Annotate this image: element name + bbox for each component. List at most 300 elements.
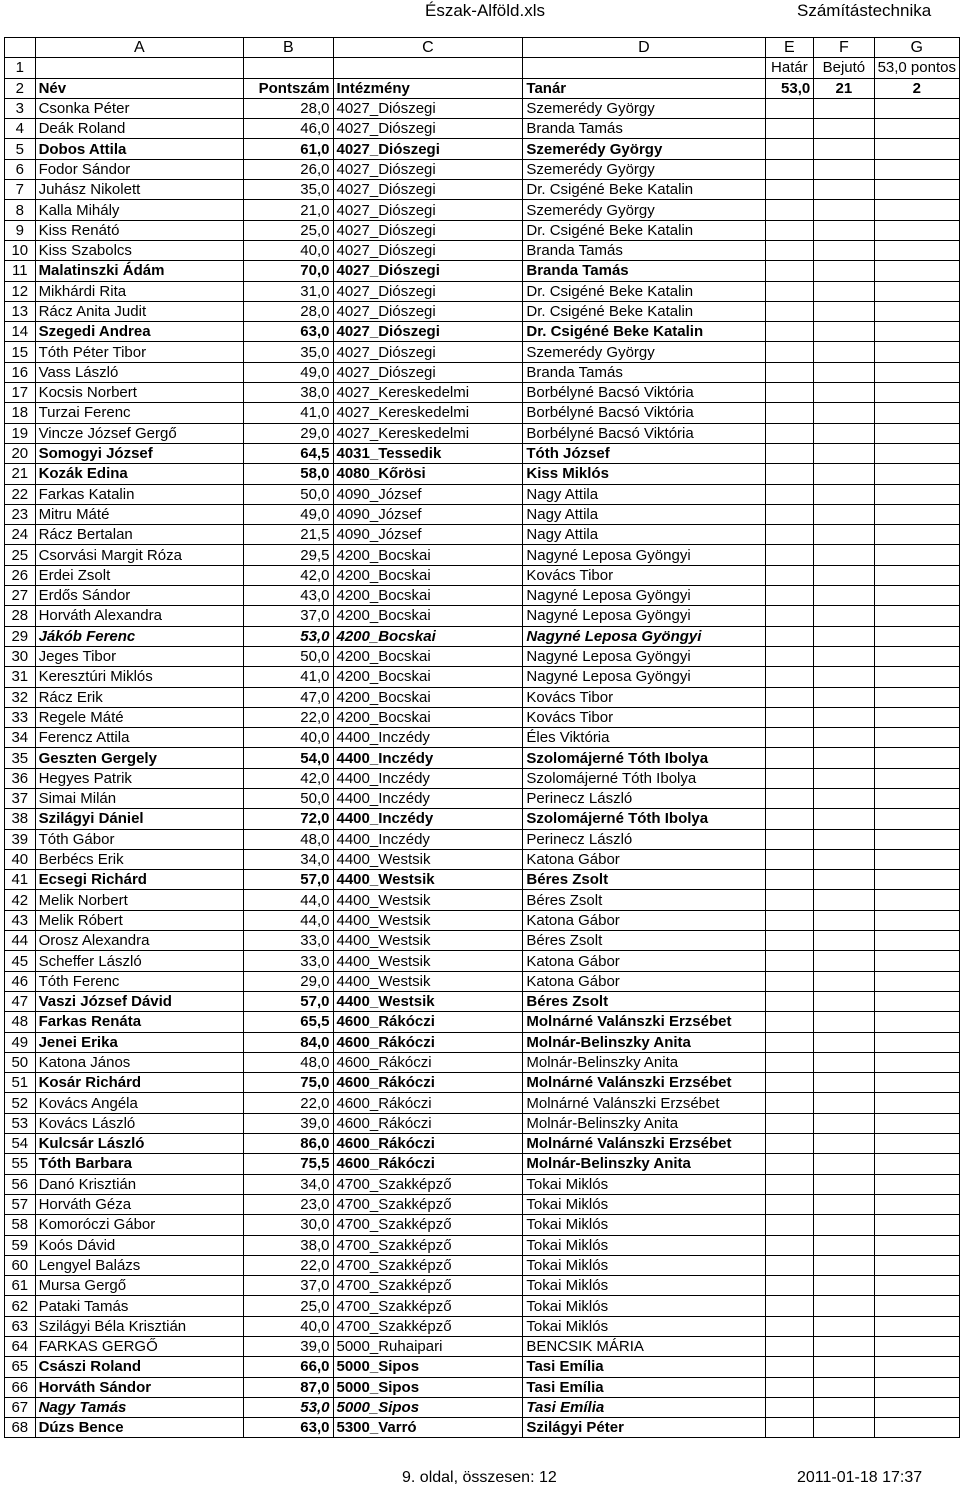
- teacher-cell[interactable]: Nagy Attila: [523, 484, 765, 504]
- score-cell[interactable]: 63,0: [244, 322, 333, 342]
- cell[interactable]: [874, 991, 959, 1011]
- cell[interactable]: [765, 829, 814, 849]
- cell[interactable]: [765, 890, 814, 910]
- score-cell[interactable]: 50,0: [244, 788, 333, 808]
- student-name-cell[interactable]: Ferencz Attila: [35, 728, 244, 748]
- teacher-cell[interactable]: Tokai Miklós: [523, 1276, 765, 1296]
- score-cell[interactable]: 58,0: [244, 464, 333, 484]
- teacher-cell[interactable]: Molnárné Valánszki Erzsébet: [523, 1134, 765, 1154]
- score-cell[interactable]: 37,0: [244, 1276, 333, 1296]
- cell[interactable]: [765, 971, 814, 991]
- cell[interactable]: [765, 281, 814, 301]
- column-header-a[interactable]: A: [35, 38, 244, 58]
- cell[interactable]: [814, 362, 874, 382]
- cell[interactable]: [765, 809, 814, 829]
- score-cell[interactable]: 46,0: [244, 119, 333, 139]
- cell[interactable]: [765, 342, 814, 362]
- cell[interactable]: [874, 200, 959, 220]
- school-cell[interactable]: 4027_Diószegi: [333, 281, 523, 301]
- student-name-cell[interactable]: Berbécs Erik: [35, 849, 244, 869]
- cell[interactable]: [874, 1296, 959, 1316]
- teacher-cell[interactable]: Tasi Emília: [523, 1357, 765, 1377]
- cell[interactable]: [765, 159, 814, 179]
- student-name-cell[interactable]: Jenei Erika: [35, 1032, 244, 1052]
- teacher-cell[interactable]: Molnárné Valánszki Erzsébet: [523, 1073, 765, 1093]
- school-cell[interactable]: 4600_Rákóczi: [333, 1012, 523, 1032]
- score-cell[interactable]: 39,0: [244, 1113, 333, 1133]
- cell[interactable]: [244, 58, 333, 78]
- cell[interactable]: [765, 1032, 814, 1052]
- cell[interactable]: [874, 1276, 959, 1296]
- school-cell[interactable]: 4200_Bocskai: [333, 646, 523, 666]
- teacher-cell[interactable]: Tokai Miklós: [523, 1174, 765, 1194]
- student-name-cell[interactable]: Farkas Renáta: [35, 1012, 244, 1032]
- school-cell[interactable]: 4400_Inczédy: [333, 829, 523, 849]
- teacher-cell[interactable]: Branda Tamás: [523, 240, 765, 260]
- student-name-cell[interactable]: Erdei Zsolt: [35, 565, 244, 585]
- row-number[interactable]: 53: [5, 1113, 36, 1133]
- score-cell[interactable]: 35,0: [244, 180, 333, 200]
- score-cell[interactable]: 75,5: [244, 1154, 333, 1174]
- cell[interactable]: [765, 1093, 814, 1113]
- school-cell[interactable]: 4200_Bocskai: [333, 606, 523, 626]
- row-number[interactable]: 14: [5, 322, 36, 342]
- teacher-cell[interactable]: Nagy Attila: [523, 525, 765, 545]
- row-number[interactable]: 30: [5, 646, 36, 666]
- cell[interactable]: [874, 139, 959, 159]
- score-cell[interactable]: 44,0: [244, 890, 333, 910]
- score-cell[interactable]: 47,0: [244, 687, 333, 707]
- cell[interactable]: [765, 545, 814, 565]
- cell[interactable]: [874, 504, 959, 524]
- score-cell[interactable]: 37,0: [244, 606, 333, 626]
- score-cell[interactable]: 22,0: [244, 1093, 333, 1113]
- teacher-cell[interactable]: Borbélyné Bacsó Viktória: [523, 383, 765, 403]
- cell[interactable]: [874, 687, 959, 707]
- teacher-cell[interactable]: Molnár-Belinszky Anita: [523, 1052, 765, 1072]
- cell[interactable]: [874, 1255, 959, 1275]
- cell[interactable]: [765, 951, 814, 971]
- score-cell[interactable]: 21,5: [244, 525, 333, 545]
- cell[interactable]: [765, 200, 814, 220]
- cell[interactable]: [874, 301, 959, 321]
- score-cell[interactable]: 33,0: [244, 931, 333, 951]
- cell[interactable]: [765, 180, 814, 200]
- cell[interactable]: [765, 443, 814, 463]
- school-cell[interactable]: 4027_Diószegi: [333, 180, 523, 200]
- row-number[interactable]: 37: [5, 788, 36, 808]
- score-cell[interactable]: 34,0: [244, 849, 333, 869]
- row-number[interactable]: 28: [5, 606, 36, 626]
- cell[interactable]: [814, 849, 874, 869]
- cell[interactable]: [814, 1154, 874, 1174]
- score-cell[interactable]: 39,0: [244, 1337, 333, 1357]
- school-cell[interactable]: 4027_Diószegi: [333, 342, 523, 362]
- student-name-cell[interactable]: Nagy Tamás: [35, 1397, 244, 1417]
- cell[interactable]: [814, 1073, 874, 1093]
- student-name-cell[interactable]: Tóth Gábor: [35, 829, 244, 849]
- student-name-cell[interactable]: Kozák Edina: [35, 464, 244, 484]
- row-number[interactable]: 59: [5, 1235, 36, 1255]
- cell[interactable]: [814, 525, 874, 545]
- student-name-cell[interactable]: Ecsegi Richárd: [35, 870, 244, 890]
- score-cell[interactable]: 40,0: [244, 1316, 333, 1336]
- row-number[interactable]: 20: [5, 443, 36, 463]
- cell[interactable]: [765, 464, 814, 484]
- row-number[interactable]: 67: [5, 1397, 36, 1417]
- cell[interactable]: [874, 728, 959, 748]
- cell[interactable]: [765, 991, 814, 1011]
- cell[interactable]: [765, 1134, 814, 1154]
- school-cell[interactable]: 4200_Bocskai: [333, 687, 523, 707]
- cell[interactable]: [765, 1418, 814, 1438]
- school-cell[interactable]: 4027_Diószegi: [333, 98, 523, 118]
- teacher-cell[interactable]: Béres Zsolt: [523, 890, 765, 910]
- school-cell[interactable]: 4400_Westsik: [333, 971, 523, 991]
- score-cell[interactable]: 53,0: [244, 1397, 333, 1417]
- row-number[interactable]: 13: [5, 301, 36, 321]
- row-number[interactable]: 61: [5, 1276, 36, 1296]
- score-cell[interactable]: 64,5: [244, 443, 333, 463]
- teacher-cell[interactable]: Nagyné Leposa Gyöngyi: [523, 626, 765, 646]
- cell[interactable]: [874, 1073, 959, 1093]
- cell[interactable]: [874, 931, 959, 951]
- school-cell[interactable]: 4027_Kereskedelmi: [333, 383, 523, 403]
- teacher-cell[interactable]: Éles Viktória: [523, 728, 765, 748]
- teacher-cell[interactable]: Borbélyné Bacsó Viktória: [523, 423, 765, 443]
- row-number[interactable]: 10: [5, 240, 36, 260]
- student-name-cell[interactable]: Kiss Szabolcs: [35, 240, 244, 260]
- teacher-cell[interactable]: Szilágyi Péter: [523, 1418, 765, 1438]
- teacher-cell[interactable]: Dr. Csigéné Beke Katalin: [523, 281, 765, 301]
- cell[interactable]: [874, 180, 959, 200]
- cell[interactable]: [35, 58, 244, 78]
- cell[interactable]: [765, 931, 814, 951]
- score-cell[interactable]: 54,0: [244, 748, 333, 768]
- score-cell[interactable]: 22,0: [244, 707, 333, 727]
- score-cell[interactable]: 40,0: [244, 240, 333, 260]
- cell[interactable]: [874, 1093, 959, 1113]
- student-name-cell[interactable]: Rácz Bertalan: [35, 525, 244, 545]
- school-cell[interactable]: 4400_Inczédy: [333, 728, 523, 748]
- cell[interactable]: [814, 139, 874, 159]
- student-name-cell[interactable]: Tóth Ferenc: [35, 971, 244, 991]
- score-cell[interactable]: 38,0: [244, 383, 333, 403]
- cell[interactable]: [814, 1012, 874, 1032]
- cell[interactable]: [814, 809, 874, 829]
- cell[interactable]: [874, 1174, 959, 1194]
- student-name-cell[interactable]: Vaszi József Dávid: [35, 991, 244, 1011]
- teacher-cell[interactable]: Molnár-Belinszky Anita: [523, 1032, 765, 1052]
- school-cell[interactable]: 5300_Varró: [333, 1418, 523, 1438]
- cell[interactable]: [814, 1255, 874, 1275]
- cell[interactable]: [874, 646, 959, 666]
- school-cell[interactable]: 4700_Szakképző: [333, 1276, 523, 1296]
- cell[interactable]: [814, 768, 874, 788]
- student-name-cell[interactable]: Lengyel Balázs: [35, 1255, 244, 1275]
- cell[interactable]: [814, 707, 874, 727]
- cell[interactable]: [765, 707, 814, 727]
- cell[interactable]: [814, 403, 874, 423]
- score-cell[interactable]: 25,0: [244, 1296, 333, 1316]
- school-cell[interactable]: 4027_Diószegi: [333, 240, 523, 260]
- school-cell[interactable]: 4027_Diószegi: [333, 200, 523, 220]
- cell[interactable]: [814, 667, 874, 687]
- student-name-cell[interactable]: Farkas Katalin: [35, 484, 244, 504]
- score-cell[interactable]: 41,0: [244, 403, 333, 423]
- cell[interactable]: [874, 870, 959, 890]
- student-name-cell[interactable]: Szegedi Andrea: [35, 322, 244, 342]
- row-number[interactable]: 1: [5, 58, 36, 78]
- teacher-cell[interactable]: Katona Gábor: [523, 951, 765, 971]
- teacher-cell[interactable]: Nagyné Leposa Gyöngyi: [523, 545, 765, 565]
- cell[interactable]: [874, 1154, 959, 1174]
- row-number[interactable]: 6: [5, 159, 36, 179]
- student-name-cell[interactable]: Komoróczi Gábor: [35, 1215, 244, 1235]
- school-cell[interactable]: 4700_Szakképző: [333, 1235, 523, 1255]
- cell[interactable]: [874, 1134, 959, 1154]
- score-cell[interactable]: 26,0: [244, 159, 333, 179]
- row-number[interactable]: 65: [5, 1357, 36, 1377]
- admitted-value-cell[interactable]: 21: [814, 78, 874, 98]
- cell[interactable]: [874, 910, 959, 930]
- teacher-cell[interactable]: Nagyné Leposa Gyöngyi: [523, 586, 765, 606]
- teacher-cell[interactable]: Katona Gábor: [523, 910, 765, 930]
- score-cell[interactable]: 31,0: [244, 281, 333, 301]
- cell[interactable]: [874, 322, 959, 342]
- cell[interactable]: [814, 1235, 874, 1255]
- cell[interactable]: [765, 423, 814, 443]
- row-number[interactable]: 19: [5, 423, 36, 443]
- row-number[interactable]: 4: [5, 119, 36, 139]
- cell[interactable]: [874, 1397, 959, 1417]
- cell[interactable]: [814, 464, 874, 484]
- cell[interactable]: [874, 667, 959, 687]
- score-cell[interactable]: 28,0: [244, 301, 333, 321]
- row-number[interactable]: 56: [5, 1174, 36, 1194]
- row-number[interactable]: 38: [5, 809, 36, 829]
- score-cell[interactable]: 29,0: [244, 971, 333, 991]
- score-cell[interactable]: 33,0: [244, 951, 333, 971]
- score-cell[interactable]: 42,0: [244, 565, 333, 585]
- cell[interactable]: [874, 220, 959, 240]
- teacher-cell[interactable]: Szemerédy György: [523, 139, 765, 159]
- row-number[interactable]: 16: [5, 362, 36, 382]
- school-cell[interactable]: 4700_Szakképző: [333, 1296, 523, 1316]
- cell[interactable]: [814, 1337, 874, 1357]
- student-name-cell[interactable]: Malatinszki Ádám: [35, 261, 244, 281]
- cell[interactable]: [874, 707, 959, 727]
- student-name-cell[interactable]: Fodor Sándor: [35, 159, 244, 179]
- row-number[interactable]: 45: [5, 951, 36, 971]
- score-cell[interactable]: 29,0: [244, 423, 333, 443]
- student-name-cell[interactable]: Jeges Tibor: [35, 646, 244, 666]
- score-cell[interactable]: 35,0: [244, 342, 333, 362]
- score-cell[interactable]: 50,0: [244, 646, 333, 666]
- row-number[interactable]: 5: [5, 139, 36, 159]
- teacher-cell[interactable]: Tokai Miklós: [523, 1255, 765, 1275]
- cell[interactable]: [765, 1215, 814, 1235]
- cell[interactable]: [874, 849, 959, 869]
- score-cell[interactable]: 53,0: [244, 626, 333, 646]
- school-cell[interactable]: 4700_Szakképző: [333, 1174, 523, 1194]
- cell[interactable]: [765, 1255, 814, 1275]
- teacher-cell[interactable]: Szemerédy György: [523, 98, 765, 118]
- cell[interactable]: [765, 687, 814, 707]
- cell[interactable]: [765, 788, 814, 808]
- cell[interactable]: [814, 910, 874, 930]
- cell[interactable]: [874, 119, 959, 139]
- cell[interactable]: [814, 159, 874, 179]
- cell[interactable]: [874, 1052, 959, 1072]
- student-name-cell[interactable]: Kovács László: [35, 1113, 244, 1133]
- cell[interactable]: [814, 606, 874, 626]
- cell[interactable]: [874, 383, 959, 403]
- school-cell[interactable]: 4600_Rákóczi: [333, 1073, 523, 1093]
- cell[interactable]: [765, 98, 814, 118]
- cell[interactable]: [765, 301, 814, 321]
- cell[interactable]: [874, 809, 959, 829]
- student-name-cell[interactable]: Mursa Gergő: [35, 1276, 244, 1296]
- column-header-g[interactable]: G: [874, 38, 959, 58]
- row-number[interactable]: 66: [5, 1377, 36, 1397]
- cell[interactable]: [874, 484, 959, 504]
- cell[interactable]: [765, 1174, 814, 1194]
- score-cell[interactable]: 50,0: [244, 484, 333, 504]
- teacher-cell[interactable]: Dr. Csigéné Beke Katalin: [523, 301, 765, 321]
- cell[interactable]: [874, 829, 959, 849]
- teacher-cell[interactable]: Branda Tamás: [523, 362, 765, 382]
- cell[interactable]: [814, 1032, 874, 1052]
- student-name-cell[interactable]: Somogyi József: [35, 443, 244, 463]
- cell[interactable]: [814, 870, 874, 890]
- student-name-cell[interactable]: Turzai Ferenc: [35, 403, 244, 423]
- cell[interactable]: [874, 1032, 959, 1052]
- cell[interactable]: [765, 119, 814, 139]
- school-cell[interactable]: 4700_Szakképző: [333, 1194, 523, 1214]
- school-cell[interactable]: 4400_Westsik: [333, 890, 523, 910]
- column-header-f[interactable]: F: [814, 38, 874, 58]
- school-header-cell[interactable]: Intézmény: [333, 78, 523, 98]
- school-cell[interactable]: 4027_Diószegi: [333, 119, 523, 139]
- row-number[interactable]: 43: [5, 910, 36, 930]
- school-cell[interactable]: 4080_Kőrösi: [333, 464, 523, 484]
- cell[interactable]: [765, 565, 814, 585]
- score-cell[interactable]: 34,0: [244, 1174, 333, 1194]
- cell[interactable]: [765, 748, 814, 768]
- cell[interactable]: [874, 545, 959, 565]
- student-name-cell[interactable]: Rácz Anita Judit: [35, 301, 244, 321]
- teacher-cell[interactable]: Molnárné Valánszki Erzsébet: [523, 1012, 765, 1032]
- cell[interactable]: [814, 301, 874, 321]
- school-cell[interactable]: 4400_Inczédy: [333, 809, 523, 829]
- school-cell[interactable]: 4600_Rákóczi: [333, 1154, 523, 1174]
- cell[interactable]: [874, 240, 959, 260]
- cell[interactable]: [874, 768, 959, 788]
- row-number[interactable]: 62: [5, 1296, 36, 1316]
- student-name-cell[interactable]: Tóth Barbara: [35, 1154, 244, 1174]
- school-cell[interactable]: 4600_Rákóczi: [333, 1052, 523, 1072]
- student-name-cell[interactable]: Scheffer László: [35, 951, 244, 971]
- cell[interactable]: [765, 910, 814, 930]
- student-name-cell[interactable]: Császi Roland: [35, 1357, 244, 1377]
- score-cell[interactable]: 57,0: [244, 991, 333, 1011]
- teacher-cell[interactable]: Szolomájerné Tóth Ibolya: [523, 748, 765, 768]
- count-value-cell[interactable]: 2: [874, 78, 959, 98]
- score-header-cell[interactable]: Pontszám: [244, 78, 333, 98]
- row-number[interactable]: 54: [5, 1134, 36, 1154]
- row-number[interactable]: 48: [5, 1012, 36, 1032]
- admitted-label-cell[interactable]: Bejutó: [814, 58, 874, 78]
- school-cell[interactable]: 4200_Bocskai: [333, 565, 523, 585]
- student-name-cell[interactable]: Juhász Nikolett: [35, 180, 244, 200]
- cell[interactable]: [765, 1377, 814, 1397]
- student-name-cell[interactable]: Kulcsár László: [35, 1134, 244, 1154]
- teacher-cell[interactable]: Tokai Miklós: [523, 1215, 765, 1235]
- score-cell[interactable]: 40,0: [244, 728, 333, 748]
- cell[interactable]: [814, 1215, 874, 1235]
- row-number[interactable]: 68: [5, 1418, 36, 1438]
- cell[interactable]: [814, 951, 874, 971]
- student-name-cell[interactable]: Vass László: [35, 362, 244, 382]
- score-cell[interactable]: 49,0: [244, 362, 333, 382]
- teacher-cell[interactable]: Katona Gábor: [523, 849, 765, 869]
- student-name-cell[interactable]: Deák Roland: [35, 119, 244, 139]
- student-name-cell[interactable]: Kalla Mihály: [35, 200, 244, 220]
- cell[interactable]: [765, 261, 814, 281]
- cell[interactable]: [814, 1052, 874, 1072]
- school-cell[interactable]: 4090_József: [333, 484, 523, 504]
- row-number[interactable]: 25: [5, 545, 36, 565]
- school-cell[interactable]: 4200_Bocskai: [333, 586, 523, 606]
- student-name-cell[interactable]: Horváth Alexandra: [35, 606, 244, 626]
- school-cell[interactable]: 4200_Bocskai: [333, 707, 523, 727]
- cell[interactable]: [814, 890, 874, 910]
- student-name-cell[interactable]: Danó Krisztián: [35, 1174, 244, 1194]
- cell[interactable]: [814, 1194, 874, 1214]
- cell[interactable]: [874, 281, 959, 301]
- cell[interactable]: [814, 383, 874, 403]
- row-number[interactable]: 8: [5, 200, 36, 220]
- school-cell[interactable]: 4027_Kereskedelmi: [333, 423, 523, 443]
- row-number[interactable]: 17: [5, 383, 36, 403]
- cell[interactable]: [333, 58, 523, 78]
- student-name-cell[interactable]: Erdős Sándor: [35, 586, 244, 606]
- teacher-header-cell[interactable]: Tanár: [523, 78, 765, 98]
- row-number[interactable]: 31: [5, 667, 36, 687]
- row-number[interactable]: 24: [5, 525, 36, 545]
- teacher-cell[interactable]: Dr. Csigéné Beke Katalin: [523, 220, 765, 240]
- cell[interactable]: [814, 931, 874, 951]
- score-cell[interactable]: 70,0: [244, 261, 333, 281]
- cell[interactable]: [874, 98, 959, 118]
- score-cell[interactable]: 22,0: [244, 1255, 333, 1275]
- cell[interactable]: [874, 423, 959, 443]
- row-number[interactable]: 36: [5, 768, 36, 788]
- cell[interactable]: [765, 586, 814, 606]
- student-name-cell[interactable]: Katona János: [35, 1052, 244, 1072]
- school-cell[interactable]: 4400_Westsik: [333, 849, 523, 869]
- cell[interactable]: [765, 626, 814, 646]
- school-cell[interactable]: 4400_Inczédy: [333, 748, 523, 768]
- cell[interactable]: [874, 1194, 959, 1214]
- row-number[interactable]: 51: [5, 1073, 36, 1093]
- cell[interactable]: [874, 971, 959, 991]
- school-cell[interactable]: 4027_Diószegi: [333, 159, 523, 179]
- cell[interactable]: [765, 139, 814, 159]
- cell[interactable]: [814, 1357, 874, 1377]
- score-cell[interactable]: 75,0: [244, 1073, 333, 1093]
